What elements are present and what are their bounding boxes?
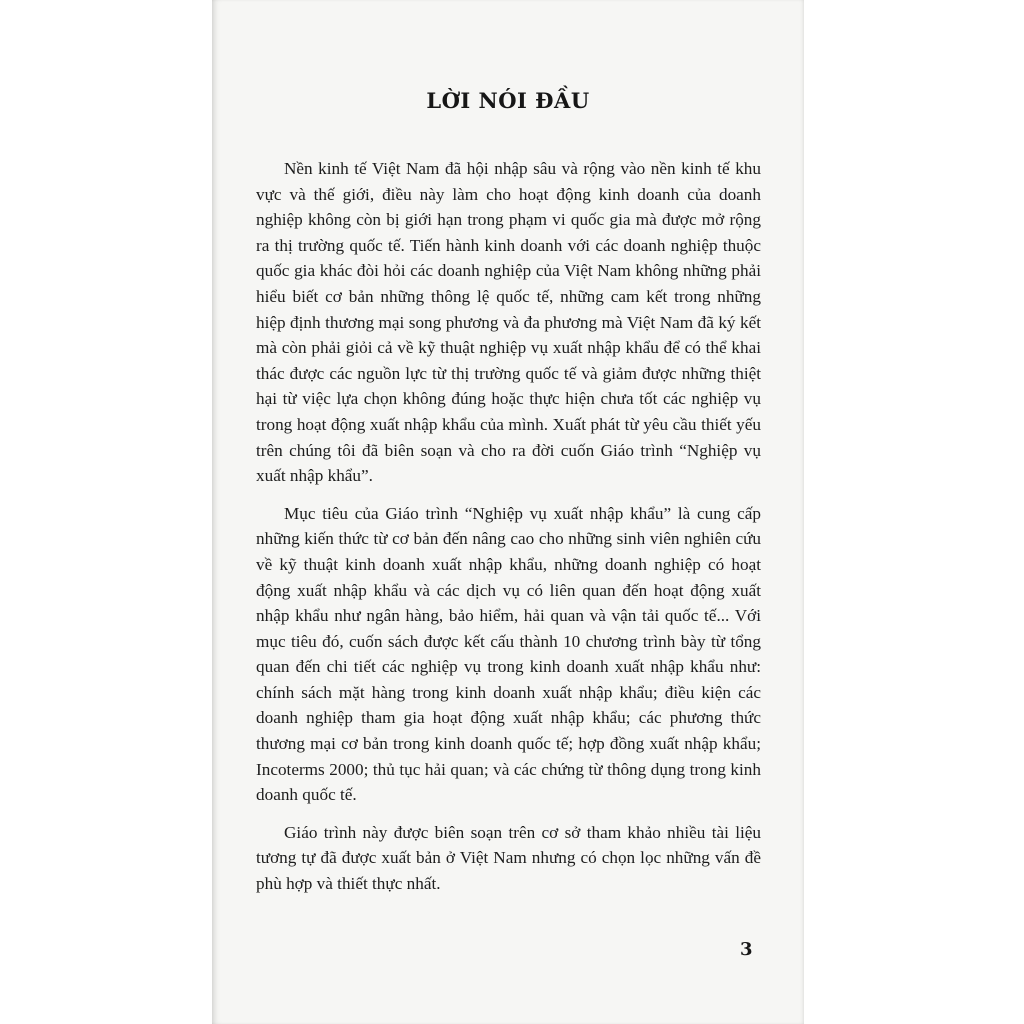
book-page	[212, 0, 804, 1024]
paragraph-2: Mục tiêu của Giáo trình “Nghiệp vụ xuất nhập khẩu” là cung cấp những kiến thức từ cơ bản đến nâng cao cho những sinh viên nghiên cứu về kỹ thuật kinh doanh xuất nhập khẩu, những doanh nghiệp có hoạt động xuất nhập khẩu và các dịch vụ có liên quan đến hoạt động xuất nhập khẩu như ngân hàng, bảo hiểm, hải quan và vận tải quốc tế... Với mục tiêu đó, cuốn sách được kết cấu thành 10 chương trình bày từ tổng quan đến chi tiết các nghiệp vụ trong kinh doanh xuất nhập khẩu như: chính sách mặt hàng trong kinh doanh xuất nhập khẩu; điều kiện các doanh nghiệp tham gia hoạt động xuất nhập khẩu; các phương thức thương mại cơ bản trong kinh doanh quốc tế; hợp đồng xuất nhập khẩu; Incoterms 2000; thủ tục hải quan; và các chứng từ thông dụng trong kinh doanh quốc tế.	[256, 503, 761, 805]
page-number: 3	[740, 939, 753, 960]
paragraph-1: Nền kinh tế Việt Nam đã hội nhập sâu và rộng vào nền kinh tế khu vực và thế giới, điều này làm cho hoạt động kinh doanh của doanh nghiệp không còn bị giới hạn trong phạm vi quốc gia mà được mở rộng ra thị trường quốc tế. Tiến hành kinh doanh với các doanh nghiệp thuộc quốc gia khác đòi hỏi các doanh nghiệp của Việt Nam không những phải hiểu biết cơ bản những thông lệ quốc tế, những cam kết trong những hiệp định thương mại song phương và đa phương mà Việt Nam đã ký kết mà còn phải giỏi cả về kỹ thuật nghiệp vụ xuất nhập khẩu để có thể khai thác được các nguồn lực từ thị trường quốc tế và giảm được những thiệt hại từ việc lựa chọn không đúng hoặc thực hiện chưa tốt các nghiệp vụ trong hoạt động xuất nhập khẩu của mình. Xuất phát từ yêu cầu thiết yếu trên chúng tôi đã biên soạn và cho ra đời cuốn Giáo trình “Nghiệp vụ xuất nhập khẩu”.	[256, 159, 761, 486]
page-body	[256, 156, 761, 909]
page-title: LỜI NÓI ĐẦU	[426, 88, 590, 113]
paragraph-3: Giáo trình này được biên soạn trên cơ sở tham khảo nhiều tài liệu tương tự đã được xuất bản ở Việt Nam nhưng có chọn lọc những vấn đề phù hợp và thiết thực nhất.	[256, 822, 761, 894]
